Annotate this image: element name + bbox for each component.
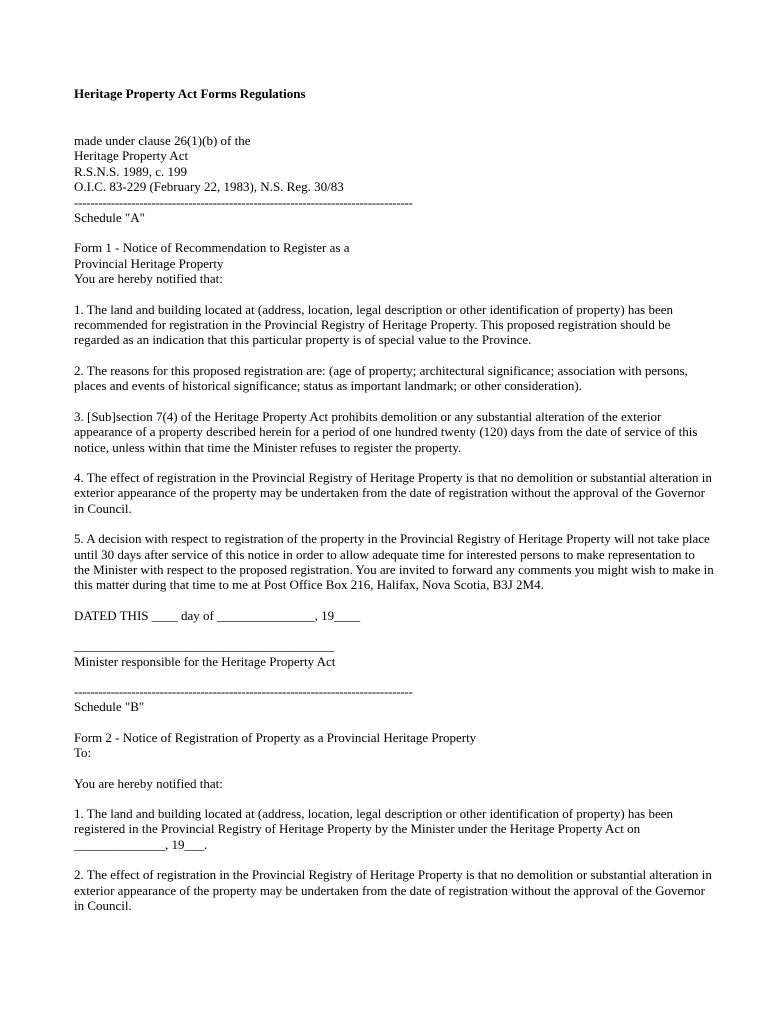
signature-caption: Minister responsible for the Heritage Property Act — [74, 653, 336, 669]
notified-text: You are hereby notified that: — [74, 775, 223, 791]
schedule-a-paragraph-5: 5. A decision with respect to registration of the property in the Provincial Registry of Heritage Property will not take place until 30 days after service of this notice in order to allow adequate time for interested persons to make representation to the Minister with respect to the proposed registration. You are invited to forward any comments you might wish to make in this matter during that time to me at Post Office Box 216, Halifax, Nova Scotia, B3J 2M4. — [74, 531, 714, 593]
schedule-a-paragraph-4: 4. The effect of registration in the Provincial Registry of Heritage Property is that no demolition or substantial alteration in exterior appearance of the property may be undertaken from the date of registration without the approval of the Governor in Council. — [74, 469, 712, 516]
separator-line: ----------------------------------------------------------------------------------- — [74, 194, 413, 210]
document-title: Heritage Property Act Forms Regulations — [74, 86, 306, 101]
schedule-b-heading: Schedule "B" — [74, 699, 145, 715]
form-1-title: Form 1 - Notice of Recommendation to Register as a — [74, 240, 350, 256]
signature-line: ________________________________________ — [74, 638, 334, 654]
header-line: made under clause 26(1)(b) of the — [74, 133, 251, 148]
header-line: R.S.N.S. 1989, c. 199 — [74, 163, 188, 179]
to-line: To: — [74, 745, 92, 761]
schedule-b-paragraph-2: 2. The effect of registration in the Provincial Registry of Heritage Property is that no demolition or substantial alteration in exterior appearance of the property may be undertaken from the date of registration without the approval of the Governor in Council. — [74, 867, 712, 914]
notified-text: You are hereby notified that: — [74, 271, 223, 287]
header-line: Heritage Property Act — [74, 148, 189, 164]
schedule-a-paragraph-2: 2. The reasons for this proposed registration are: (age of property; architectural significance; association with persons, places and events of historical significance; status as important landmark; or other consideration). — [74, 362, 688, 394]
schedule-a-heading: Schedule "A" — [74, 210, 145, 226]
header-line: O.I.C. 83-229 (February 22, 1983), N.S. Reg. 30/83 — [74, 179, 344, 195]
separator-line: ----------------------------------------------------------------------------------- — [74, 683, 413, 699]
schedule-b-paragraph-1: 1. The land and building located at (address, location, legal description or other identification of property) has been registered in the Provincial Registry of Heritage Property by the Minister under the Heritage Property Act on ______________, 19___. — [74, 806, 674, 852]
document-body — [74, 86, 714, 913]
dated-line: DATED THIS ____ day of _______________, 19____ — [74, 607, 361, 623]
form-1-title-cont: Provincial Heritage Property — [74, 255, 224, 271]
form-2-title: Form 2 - Notice of Registration of Property as a Provincial Heritage Property — [74, 729, 477, 745]
schedule-a-paragraph-3: 3. [Sub]section 7(4) of the Heritage Property Act prohibits demolition or any substantial alteration of the exterior appearance of a property described herein for a period of one hundred twenty (120) days from the date of service of this notice, unless within that time the Minister refuses to register the property. — [74, 408, 698, 455]
schedule-a-paragraph-1: 1. The land and building located at (address, location, legal description or other identification of property) has been recommended for registration in the Provincial Registry of Heritage Property. This proposed registration should be regarded as an indication that this particular property is of special value to the Province. — [74, 301, 674, 348]
